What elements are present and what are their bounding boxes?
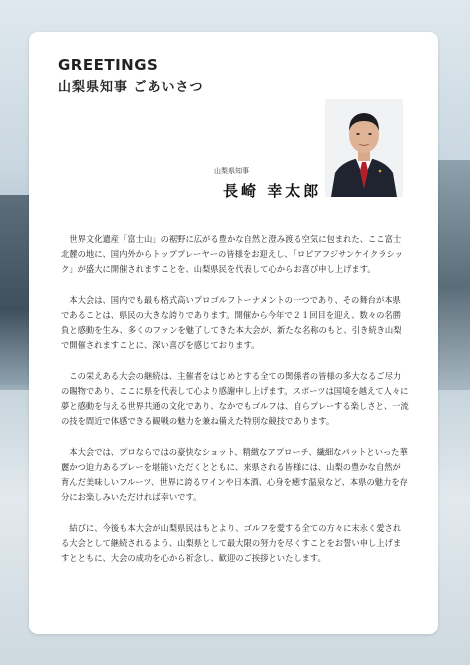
greeting-body xyxy=(61,232,409,582)
heading-governor-greeting: 山梨県知事 ごあいさつ xyxy=(58,80,204,95)
governor-portrait xyxy=(325,99,403,197)
paragraph: 結びに、今後も本大会が山梨県民はもとより、ゴルフを愛する全ての方々に末永く愛される大会として継続されるよう、山梨県として最大限の努力を尽くすことをお誓い申し上げますとともに、大会の成功を心から祈念し、歓迎のご挨拶といたします。 xyxy=(61,522,402,564)
paragraph: 本大会は、国内でも最も格式高いプロゴルフトーナメントの一つであり、その舞台が本県であることは、県民の大きな誇りであります。開催から今年で２１回目を迎え、数々の名勝負と感動を生み、多くのファンを魅了してきた本大会が、新たな名称のもと、引き続き山梨で開催されますことに、深い喜びを感じております。 xyxy=(61,294,402,351)
portrait-illustration xyxy=(325,99,403,197)
signer-name: 長崎 幸太郎 xyxy=(223,182,322,200)
paragraph: 本大会では、プロならではの豪快なショット、精緻なアプローチ、繊細なパットといった華麗かつ迫力あるプレーを堪能いただくとともに、来県される皆様には、山梨の豊かな自然が育んだ美味しいフルーツ、世界に誇るワインや日本酒、心身を癒す温泉など、本県の魅力を存分にお楽しみいただければ幸いです。 xyxy=(61,446,408,503)
paragraph: 世界文化遺産「富士山」の裾野に広がる豊かな自然と澄み渡る空気に包まれた、ここ富士北麓の地に、国内外からトッププレーヤーの皆様をお迎えし、「ロピアフジサンケイクラシック」が盛大に開催されますことを、山梨県民を代表して心からお喜び申し上げます。 xyxy=(61,234,403,275)
heading-greetings: GREETINGS xyxy=(58,56,159,74)
signer-title: 山梨県知事 xyxy=(214,167,249,175)
greeting-card xyxy=(29,32,438,634)
paragraph: この栄えある大会の継続は、主催者をはじめとする全ての関係者の皆様の多大なるご尽力の賜物であり、ここに県を代表して心より感謝申し上げます。スポーツは国境を越えて人々に夢と感動を与える世界共通の文化であり、なかでもゴルフは、自らプレーする楽しさと、一流の技を間近で体感できる観戦の魅力を兼ね備えた特別な競技であります。 xyxy=(61,370,409,427)
